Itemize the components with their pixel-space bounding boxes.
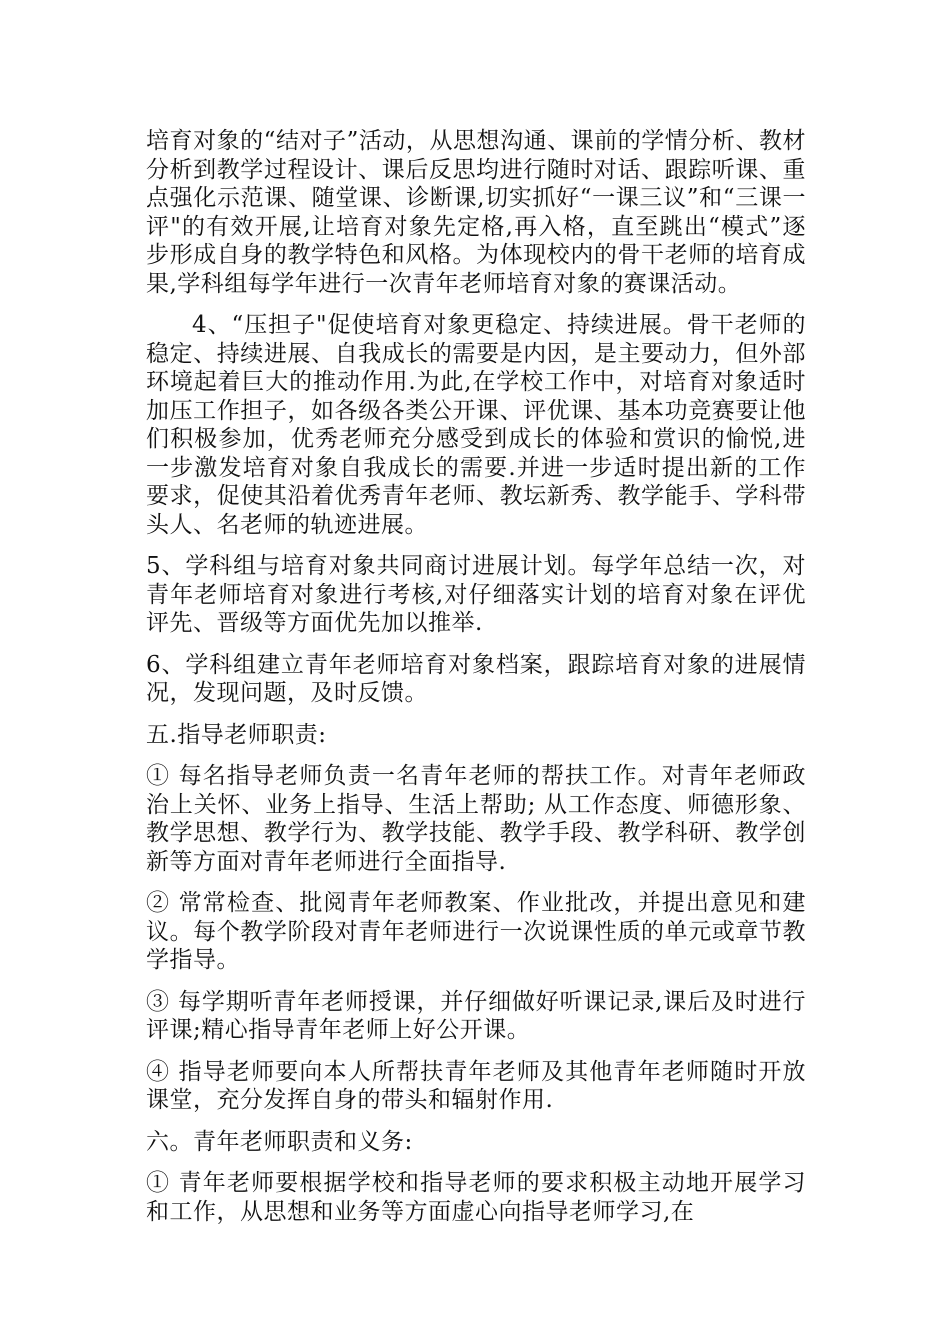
paragraph-young-teacher-1: ① 青年老师要根据学校和指导老师的要求积极主动地开展学习和工作，从思想和业务等方面虚心向指导老师学习,在 — [146, 1170, 806, 1225]
paragraph-item-4: 4、“压担子"促使培育对象更稳定、持续进展。骨干老师的稳定、持续进展、自我成长的需要是内因，是主要动力，但外部环境起着巨大的推动作用.为此,在学校工作中，对培育对象适时加压工作担子，如各级各类公开课、评优课、基本功竞赛要让他们积极参加，优秀老师充分感受到成长的体验和赏识的愉悦,进一步激发培育对象自我成长的需要.并进一步适时提出新的工作要求，促使其沿着优秀青年老师、教坛新秀、教学能手、学科带头人、名老师的轨迹进展。 — [146, 312, 806, 538]
document-body — [146, 127, 806, 1239]
section-heading-6: 六。青年老师职责和义务: — [146, 1128, 413, 1155]
paragraph-duty-3: ③ 每学期听青年老师授课，并仔细做好听课记录,课后及时进行评课;精心指导青年老师上好公开课。 — [146, 988, 806, 1043]
paragraph-duty-2: ② 常常检查、批阅青年老师教案、作业批改，并提出意见和建议。每个教学阶段对青年老师进行一次说课性质的单元或章节教学指导。 — [146, 890, 806, 973]
paragraph-pairing-activity: 培育对象的“结对子”活动，从思想沟通、课前的学情分析、教材分析到教学过程设计、课后反思均进行随时对话、跟踪听课、重点强化示范课、随堂课、诊断课,切实抓好“一课三议”和“三课一评"的有效开展,让培育对象先定格,再入格，直至跳出“模式”逐步形成自身的教学特色和风格。为体现校内的骨干老师的培育成果,学科组每学年进行一次青年老师培育对象的赛课活动。 — [146, 128, 806, 297]
paragraph-duty-1: ① 每名指导老师负责一名青年老师的帮扶工作。对青年老师政治上关怀、业务上指导、生活上帮助; 从工作态度、师德形象、教学思想、教学行为、教学技能、教学手段、教学科研、教学创新等方面对青年老师进行全面指导. — [146, 763, 806, 875]
paragraph-item-6: 6、学科组建立青年老师培育对象档案，跟踪培育对象的进展情况，发现问题，及时反馈。 — [146, 651, 806, 706]
section-heading-5: 五.指导老师职责: — [146, 721, 327, 748]
paragraph-item-5: 5、学科组与培育对象共同商讨进展计划。每学年总结一次，对青年老师培育对象进行考核,对仔细落实计划的培育对象在评优评先、晋级等方面优先加以推举. — [146, 553, 806, 636]
paragraph-duty-4: ④ 指导老师要向本人所帮扶青年老师及其他青年老师随时开放课堂，充分发挥自身的带头和辐射作用. — [146, 1058, 806, 1113]
